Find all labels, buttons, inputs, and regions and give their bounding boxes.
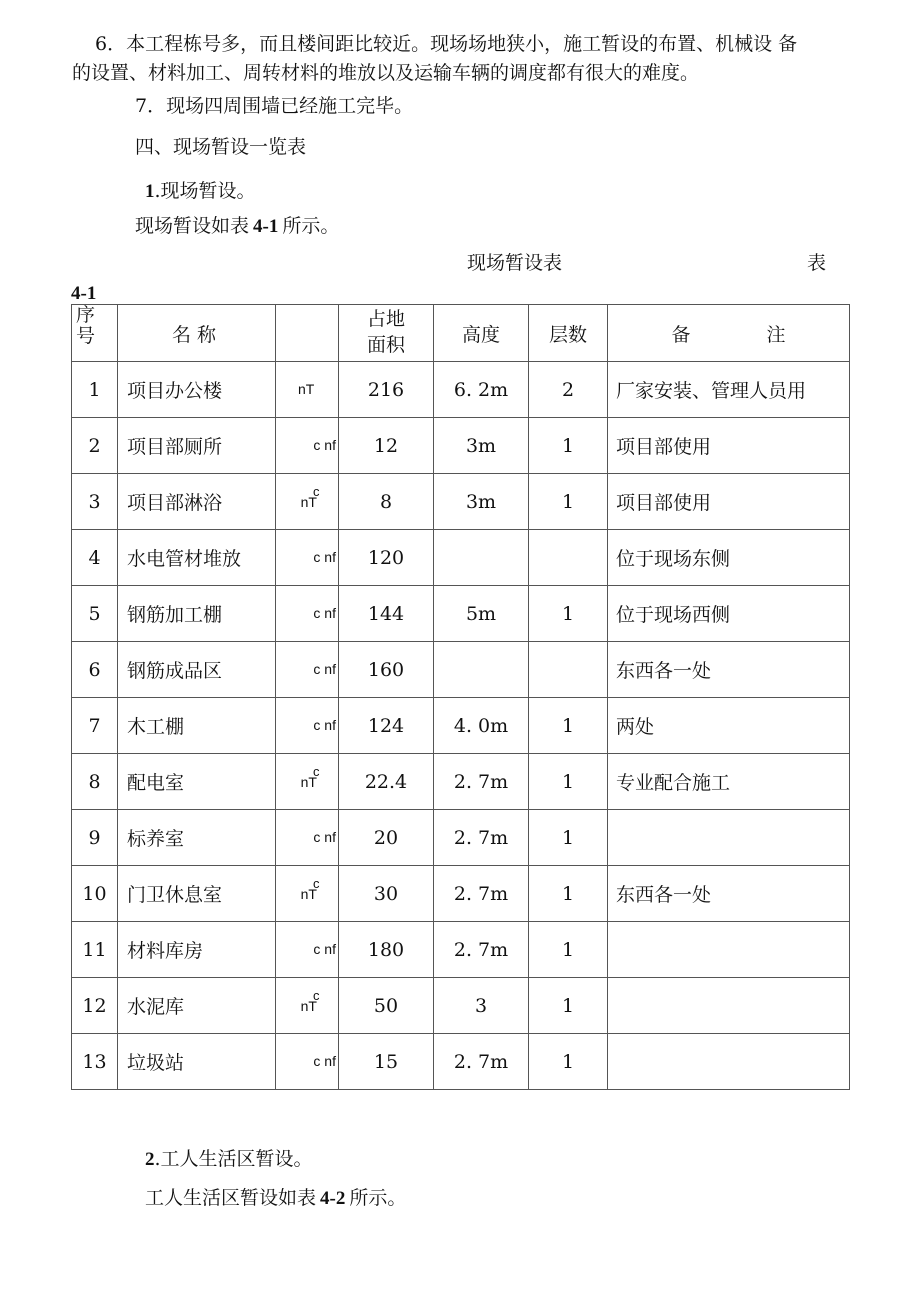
- table-row: [72, 922, 850, 978]
- cell-area: 160: [339, 642, 434, 698]
- cell-remark: 位于现场东侧: [608, 530, 850, 586]
- table-row: [72, 418, 850, 474]
- table-label: 表: [807, 252, 827, 274]
- cell-name: 材料库房: [118, 922, 276, 978]
- cell-floors: 1: [529, 474, 608, 530]
- cell-name: 项目办公楼: [118, 362, 276, 418]
- unit-text: c nf: [313, 941, 336, 957]
- header-unit: [276, 305, 339, 362]
- cell-name: 水泥库: [118, 978, 276, 1034]
- cell-floors: 1: [529, 698, 608, 754]
- table-row: [72, 586, 850, 642]
- table-row: [72, 978, 850, 1034]
- cell-area: 30: [339, 866, 434, 922]
- header-serial-1: 序: [76, 304, 96, 326]
- cell-name: 项目部厕所: [118, 418, 276, 474]
- table-ref-4-1: 4-1: [253, 216, 279, 237]
- cell-unit: [276, 530, 339, 586]
- cell-unit: [276, 1034, 339, 1090]
- cell-number: 13: [72, 1034, 118, 1090]
- unit-superscript-n: nT: [300, 998, 317, 1014]
- cell-number: 3: [72, 474, 118, 530]
- cell-height: 2. 7m: [434, 810, 529, 866]
- subsection-1-description: [135, 217, 339, 236]
- table-row: [72, 642, 850, 698]
- table-row: [72, 530, 850, 586]
- cell-number: 4: [72, 530, 118, 586]
- subsection-2-number: 2: [145, 1149, 155, 1170]
- cell-unit: [276, 586, 339, 642]
- table-title: 现场暂设表: [467, 252, 563, 274]
- header-serial: [72, 305, 118, 362]
- cell-unit: [276, 698, 339, 754]
- cell-height: 3m: [434, 474, 529, 530]
- unit-text: c nf: [313, 437, 336, 453]
- unit-text: c nf: [313, 549, 336, 565]
- table-header-row: [72, 305, 850, 362]
- cell-area: 120: [339, 530, 434, 586]
- table-row: [72, 810, 850, 866]
- cell-area: 124: [339, 698, 434, 754]
- unit-superscript-c: c: [313, 484, 320, 499]
- desc-1-prefix: 现场暂设如表: [135, 215, 250, 237]
- cell-height: [434, 642, 529, 698]
- unit-text: c nf: [313, 605, 336, 621]
- cell-height: 2. 7m: [434, 1034, 529, 1090]
- unit-superscript: [298, 765, 320, 789]
- cell-unit: [276, 810, 339, 866]
- cell-number: 12: [72, 978, 118, 1034]
- cell-remark: 东西各一处: [608, 866, 850, 922]
- unit-text: c nf: [313, 829, 336, 845]
- cell-remark: 厂家安装、管理人员用: [608, 362, 850, 418]
- unit-superscript-n: nT: [300, 494, 317, 510]
- header-serial-2: 号: [76, 324, 96, 347]
- cell-floors: 1: [529, 1034, 608, 1090]
- paragraph-7: 7．现场四周围墙已经施工完毕。: [135, 95, 414, 117]
- table-row: [72, 866, 850, 922]
- cell-height: 2. 7m: [434, 866, 529, 922]
- unit-superscript-c: c: [313, 764, 320, 779]
- table-ref-4-2: 4-2: [320, 1188, 346, 1209]
- header-area-2: 面积: [366, 334, 405, 356]
- temporary-facilities-table: [71, 304, 850, 1090]
- header-remark: 备 注: [608, 305, 850, 362]
- cell-floors: 1: [529, 418, 608, 474]
- cell-name: 水电管材堆放: [118, 530, 276, 586]
- cell-area: 180: [339, 922, 434, 978]
- cell-unit: [276, 418, 339, 474]
- table-row: [72, 474, 850, 530]
- cell-remark: [608, 978, 850, 1034]
- cell-remark: 项目部使用: [608, 474, 850, 530]
- cell-name: 垃圾站: [118, 1034, 276, 1090]
- unit-superscript: [298, 485, 320, 509]
- cell-area: 144: [339, 586, 434, 642]
- table-row: [72, 698, 850, 754]
- cell-remark: [608, 810, 850, 866]
- cell-height: 6. 2m: [434, 362, 529, 418]
- unit-text: nT: [298, 381, 315, 397]
- cell-unit: [276, 362, 339, 418]
- cell-area: 216: [339, 362, 434, 418]
- cell-number: 7: [72, 698, 118, 754]
- paragraph-6-line-2: 的设置、材料加工、周转材料的堆放以及运输车辆的调度都有很大的难度。: [72, 62, 700, 84]
- cell-floors: 1: [529, 754, 608, 810]
- cell-unit: [276, 866, 339, 922]
- cell-number: 8: [72, 754, 118, 810]
- cell-area: 8: [339, 474, 434, 530]
- unit-superscript-n: nT: [300, 774, 317, 790]
- header-height: 高度: [434, 305, 529, 362]
- unit-superscript-n: nT: [300, 886, 317, 902]
- table-row: [72, 1034, 850, 1090]
- cell-height: 4. 0m: [434, 698, 529, 754]
- cell-area: 50: [339, 978, 434, 1034]
- cell-remark: [608, 922, 850, 978]
- subsection-1-heading: [145, 182, 256, 201]
- header-area: [339, 305, 434, 362]
- cell-unit: [276, 474, 339, 530]
- cell-name: 标养室: [118, 810, 276, 866]
- cell-floors: 1: [529, 866, 608, 922]
- cell-remark: 两处: [608, 698, 850, 754]
- cell-name: 木工棚: [118, 698, 276, 754]
- header-floors: 层数: [529, 305, 608, 362]
- unit-superscript: [298, 989, 320, 1013]
- cell-name: 配电室: [118, 754, 276, 810]
- subsection-1-text: .现场暂设。: [154, 180, 256, 202]
- subsection-2-heading: [145, 1150, 313, 1169]
- cell-floors: 1: [529, 978, 608, 1034]
- header-name: 名 称: [118, 305, 276, 362]
- cell-remark: 位于现场西侧: [608, 586, 850, 642]
- table-row: [72, 754, 850, 810]
- unit-superscript-c: c: [313, 988, 320, 1003]
- cell-height: 2. 7m: [434, 922, 529, 978]
- cell-height: 3m: [434, 418, 529, 474]
- cell-area: 15: [339, 1034, 434, 1090]
- cell-floors: [529, 530, 608, 586]
- section-4-heading: 四、现场暂设一览表: [135, 136, 307, 158]
- cell-remark: 专业配合施工: [608, 754, 850, 810]
- desc-2-suffix: 所示。: [349, 1187, 407, 1209]
- unit-text: c nf: [313, 717, 336, 733]
- cell-area: 12: [339, 418, 434, 474]
- cell-unit: [276, 922, 339, 978]
- cell-floors: 1: [529, 586, 608, 642]
- unit-text: c nf: [313, 661, 336, 677]
- cell-area: 20: [339, 810, 434, 866]
- cell-number: 9: [72, 810, 118, 866]
- cell-remark: [608, 1034, 850, 1090]
- cell-name: 钢筋成品区: [118, 642, 276, 698]
- cell-remark: 东西各一处: [608, 642, 850, 698]
- cell-name: 项目部淋浴: [118, 474, 276, 530]
- table-label-number: 4-1: [71, 283, 97, 304]
- subsection-2-description: [145, 1189, 406, 1208]
- table-row: [72, 362, 850, 418]
- cell-number: 10: [72, 866, 118, 922]
- cell-number: 1: [72, 362, 118, 418]
- cell-unit: [276, 754, 339, 810]
- cell-height: [434, 530, 529, 586]
- cell-number: 6: [72, 642, 118, 698]
- cell-floors: [529, 642, 608, 698]
- cell-unit: [276, 642, 339, 698]
- cell-remark: 项目部使用: [608, 418, 850, 474]
- cell-area: 22.4: [339, 754, 434, 810]
- cell-height: 2. 7m: [434, 754, 529, 810]
- cell-name: 钢筋加工棚: [118, 586, 276, 642]
- subsection-2-text: .工人生活区暂设。: [154, 1148, 313, 1170]
- cell-name: 门卫休息室: [118, 866, 276, 922]
- desc-2-prefix: 工人生活区暂设如表: [145, 1187, 317, 1209]
- cell-floors: 1: [529, 922, 608, 978]
- unit-superscript: [298, 877, 320, 901]
- desc-1-suffix: 所示。: [282, 215, 340, 237]
- cell-floors: 2: [529, 362, 608, 418]
- header-area-1: 占地: [366, 308, 405, 331]
- cell-floors: 1: [529, 810, 608, 866]
- cell-number: 11: [72, 922, 118, 978]
- cell-height: 5m: [434, 586, 529, 642]
- cell-number: 2: [72, 418, 118, 474]
- cell-height: 3: [434, 978, 529, 1034]
- unit-text: c nf: [313, 1053, 336, 1069]
- paragraph-6-line-1: 6．本工程栋号多，而且楼间距比较近。现场场地狭小，施工暂设的布置、机械设 备: [95, 33, 798, 55]
- cell-number: 5: [72, 586, 118, 642]
- unit-superscript-c: c: [313, 876, 320, 891]
- cell-unit: [276, 978, 339, 1034]
- subsection-1-number: 1: [145, 181, 155, 202]
